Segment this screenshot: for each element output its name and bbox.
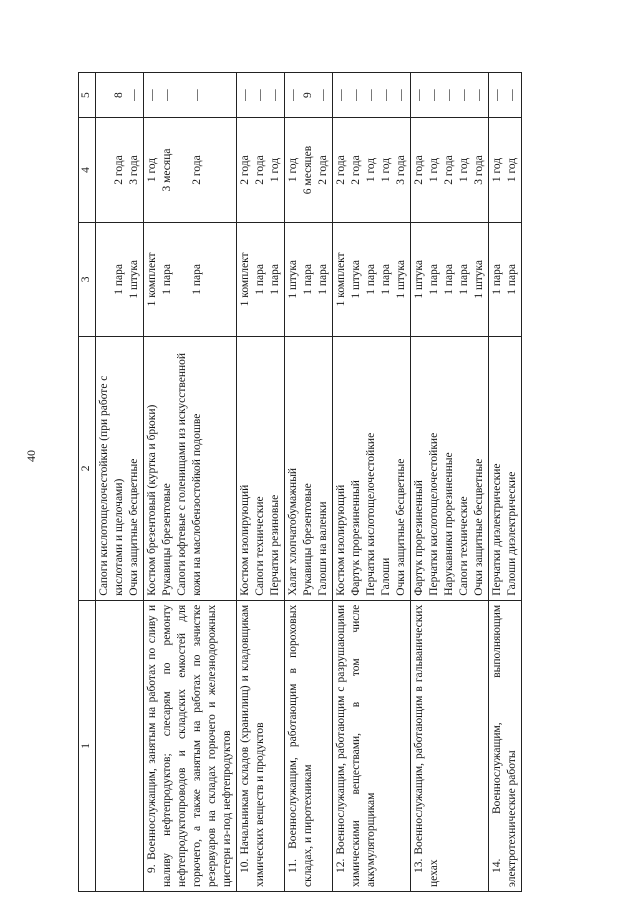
- column-number: 2: [79, 336, 96, 600]
- item-name: Костюм изолирующий: [239, 484, 251, 596]
- personnel-category: 10. Начальникам складов (хранилищ) и кладовщикам химических веществ и продуктов: [237, 600, 285, 891]
- table-row: [333, 73, 411, 892]
- column-number: 3: [79, 222, 96, 336]
- item-name: Очки защитные бесцветные: [128, 458, 140, 596]
- item-note: —: [239, 89, 251, 101]
- item-term: 6 месяцев: [302, 145, 314, 195]
- item-quantity: 1 пара: [380, 263, 392, 295]
- item-name: Костюм изолирующий: [335, 484, 347, 596]
- personnel-category: 9. Военнослужащим, занятым на работах по сливу и наливу нефтепродуктов; слесарям по ремонту нефтепродуктопроводов и складских емкостей для горючего, а также занятым на работах по зачистке резервуаров на складах горючего и железнодорожных цистерн из-под нефтепродуктов: [144, 600, 237, 891]
- item-quantity: 1 комплект: [239, 252, 251, 307]
- item-name: Перчатки кислотощелочестойкие: [428, 432, 440, 596]
- item-quantity: 1 пара: [506, 263, 518, 295]
- item-quantity: 1 пара: [269, 263, 281, 295]
- column-number: 4: [79, 118, 96, 223]
- item-name: Перчатки резиновые: [269, 494, 281, 596]
- personnel-category: [96, 600, 144, 891]
- item-name: Фартук прорезиненный: [350, 480, 362, 596]
- item-name-cell: [411, 336, 489, 600]
- item-name: Галоши диэлектрические: [506, 471, 518, 596]
- item-note: —: [287, 89, 299, 101]
- item-term: 2 года: [254, 155, 266, 185]
- item-term: 1 год: [365, 157, 377, 183]
- item-note-cell: [411, 73, 489, 118]
- item-name: Очки защитные бесцветные: [473, 458, 485, 596]
- item-quantity-cell: [285, 222, 333, 336]
- item-note: —: [335, 89, 347, 101]
- item-term: 2 года: [350, 155, 362, 185]
- item-note: —: [269, 89, 281, 101]
- column-number: 5: [79, 73, 96, 118]
- table-row: [96, 73, 144, 892]
- item-name-cell: [285, 336, 333, 600]
- item-note: —: [380, 89, 392, 101]
- item-name: Галоши: [380, 557, 392, 596]
- item-note: —: [128, 89, 140, 101]
- item-quantity: 1 пара: [458, 263, 470, 295]
- item-quantity-cell: [411, 222, 489, 336]
- item-term: 1 год: [380, 157, 392, 183]
- item-quantity: 1 комплект: [335, 252, 347, 307]
- item-term-cell: [489, 118, 522, 223]
- personnel-category: 14. Военнослужащим, выполняющим электротехнические работы: [489, 600, 522, 891]
- table-row: [237, 73, 285, 892]
- item-term: 1 год: [458, 157, 470, 183]
- personnel-category: 13. Военнослужащим, работающим в гальванических цехах: [411, 600, 489, 891]
- item-quantity-cell: [489, 222, 522, 336]
- item-quantity: 1 комплект: [146, 252, 158, 307]
- item-note: —: [317, 89, 329, 101]
- item-note: —: [413, 89, 425, 101]
- item-quantity: 1 штука: [413, 260, 425, 299]
- item-term-cell: [411, 118, 489, 223]
- item-term: 3 года: [473, 155, 485, 185]
- item-note-cell: [144, 73, 237, 118]
- item-note: —: [350, 89, 362, 101]
- item-name-cell: [237, 336, 285, 600]
- item-note: —: [443, 89, 455, 101]
- item-term-cell: [333, 118, 411, 223]
- item-name: Фартук прорезиненный: [413, 480, 425, 596]
- item-term: 1 год: [287, 157, 299, 183]
- rotated-page: [78, 72, 600, 892]
- item-name: Очки защитные бесцветные: [395, 458, 407, 596]
- item-term: 3 года: [395, 155, 407, 185]
- item-note: —: [254, 89, 266, 101]
- item-note: 9: [302, 92, 314, 98]
- item-note: —: [428, 89, 440, 101]
- item-name: Сапоги технические: [254, 496, 266, 596]
- item-note-cell: [489, 73, 522, 118]
- item-quantity: 1 пара: [428, 263, 440, 295]
- item-note-cell: [96, 73, 144, 118]
- item-quantity: 1 штука: [473, 260, 485, 299]
- item-note: —: [395, 89, 407, 101]
- item-name: Перчатки диэлектрические: [491, 463, 503, 596]
- item-term: 1 год: [491, 157, 503, 183]
- item-quantity: 1 штука: [287, 260, 299, 299]
- item-quantity-cell: [96, 222, 144, 336]
- column-numbers-row: [79, 73, 96, 892]
- table-row: [489, 73, 522, 892]
- item-term: 2 года: [335, 155, 347, 185]
- item-note: —: [506, 89, 518, 101]
- item-term-cell: [96, 118, 144, 223]
- personnel-category: 11. Военнослужащим, работающим в пороховых складах, и пиротехникам: [285, 600, 333, 891]
- item-note: —: [191, 89, 203, 101]
- item-term: 2 года: [443, 155, 455, 185]
- item-term: 3 месяца: [161, 148, 173, 192]
- item-quantity: 1 пара: [443, 263, 455, 295]
- item-term-cell: [144, 118, 237, 223]
- item-note-cell: [333, 73, 411, 118]
- item-note: 8: [113, 92, 125, 98]
- item-note-cell: [285, 73, 333, 118]
- item-name: Сапоги юфтевые с голенищами из искусственной кожи на маслобензостойкой подошве: [176, 352, 203, 596]
- item-note-cell: [237, 73, 285, 118]
- item-term: 3 года: [128, 155, 140, 185]
- page-number: 40: [24, 450, 38, 462]
- item-term: 1 год: [146, 157, 158, 183]
- item-name: Галоши на валенки: [317, 501, 329, 596]
- item-term: 2 года: [239, 155, 251, 185]
- item-note: —: [473, 89, 485, 101]
- item-quantity: 1 пара: [191, 263, 203, 295]
- item-quantity: 1 штука: [350, 260, 362, 299]
- item-quantity: 1 пара: [161, 263, 173, 295]
- item-term: 1 год: [506, 157, 518, 183]
- item-note: —: [146, 89, 158, 101]
- table-row: [285, 73, 333, 892]
- item-quantity: 1 пара: [317, 263, 329, 295]
- item-quantity: 1 штука: [128, 260, 140, 299]
- column-number: 1: [79, 600, 96, 891]
- item-name: Халат хлопчатобумажный: [287, 467, 299, 596]
- item-quantity: 1 пара: [302, 263, 314, 295]
- item-note: —: [458, 89, 470, 101]
- item-quantity-cell: [333, 222, 411, 336]
- item-name: Сапоги кислотощелочестойкие (при работе с кислотами и щелочами): [98, 375, 125, 596]
- item-name-cell: [489, 336, 522, 600]
- item-note: —: [491, 89, 503, 101]
- item-term: 1 год: [428, 157, 440, 183]
- protective-equipment-table: [78, 72, 522, 892]
- item-name: Рукавицы брезентовые: [302, 483, 314, 596]
- item-name: Рукавицы брезентовые: [161, 483, 173, 596]
- item-quantity: 1 штука: [395, 260, 407, 299]
- item-name-cell: [144, 336, 237, 600]
- item-quantity: 1 пара: [365, 263, 377, 295]
- item-note: —: [161, 89, 173, 101]
- item-note: —: [365, 89, 377, 101]
- item-term: 2 года: [317, 155, 329, 185]
- item-quantity: 1 пара: [113, 263, 125, 295]
- personnel-category: 12. Военнослужащим, работающим с разрушающими химическими веществами, в том числе аккумуляторщикам: [333, 600, 411, 891]
- item-name-cell: [333, 336, 411, 600]
- table-row: [411, 73, 489, 892]
- item-name: Перчатки кислотощелочестойкие: [365, 432, 377, 596]
- item-quantity-cell: [237, 222, 285, 336]
- table-row: [144, 73, 237, 892]
- item-name-cell: [96, 336, 144, 600]
- item-term: 2 года: [413, 155, 425, 185]
- item-term: 2 года: [113, 155, 125, 185]
- item-name: Костюм брезентовый (куртка и брюки): [146, 404, 158, 596]
- item-term-cell: [285, 118, 333, 223]
- item-name: Нарукавники прорезиненные: [443, 452, 455, 596]
- item-term: 2 года: [191, 155, 203, 185]
- item-name: Сапоги технические: [458, 496, 470, 596]
- item-quantity: 1 пара: [491, 263, 503, 295]
- item-term-cell: [237, 118, 285, 223]
- item-term: 1 год: [269, 157, 281, 183]
- item-quantity: 1 пара: [254, 263, 266, 295]
- item-quantity-cell: [144, 222, 237, 336]
